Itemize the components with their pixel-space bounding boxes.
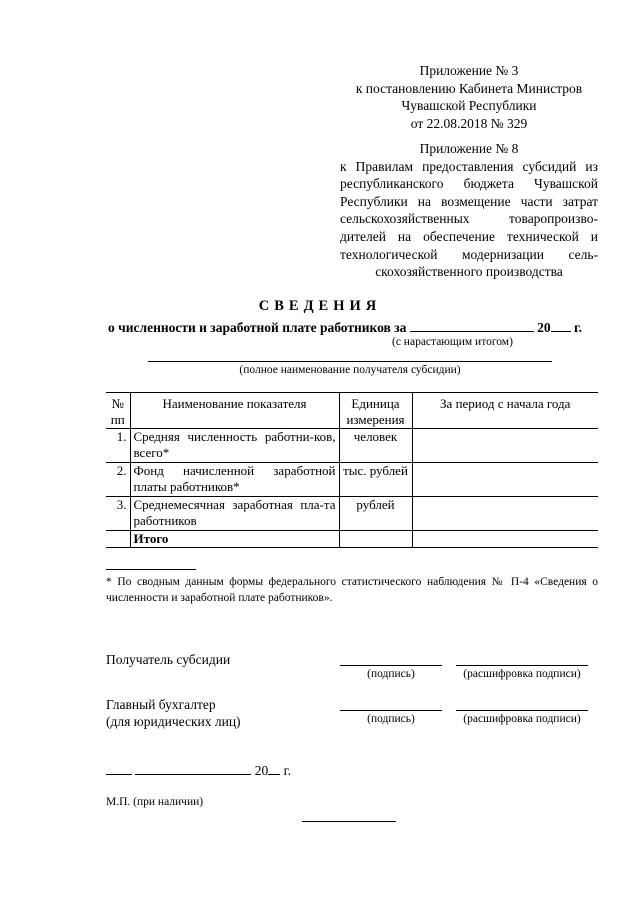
resolution-date: от 22.08.2018 № 329 <box>410 115 528 131</box>
month-field[interactable] <box>135 762 251 775</box>
date-line <box>106 762 291 779</box>
rules-line: сельскохозяйственных товаропроизво- <box>340 211 598 227</box>
recipient-decode-field[interactable] <box>456 665 588 666</box>
subtitle-text: о численности и заработной плате работников за <box>108 320 407 335</box>
recipient-signature-field[interactable] <box>340 665 442 666</box>
rules-line: республиканского бюджета Чувашской <box>340 176 598 192</box>
republic-name: Чувашской Республики <box>401 98 537 114</box>
cumulative-note: (с нарастающим итогом) <box>392 336 513 348</box>
table-row <box>106 429 598 463</box>
table-row <box>106 497 598 531</box>
signature-caption: (подпись) <box>367 668 415 680</box>
recipient-caption: (полное наименование получателя субсидии) <box>239 364 461 376</box>
row-number: 3. <box>106 497 130 531</box>
total-num-cell <box>106 531 130 548</box>
header-period: За период с начала года <box>412 393 598 429</box>
table-total-row <box>106 531 598 548</box>
rules-line: к Правилам предоставления субсидий из <box>340 158 598 174</box>
header-num: № пп <box>106 393 130 429</box>
footnote-separator <box>106 569 196 570</box>
accountant-decode-field[interactable] <box>456 710 588 711</box>
rules-appendix-number: Приложение № 8 <box>419 141 519 156</box>
header-unit: Единица измерения <box>339 393 412 429</box>
accountant-signature-field[interactable] <box>340 710 442 711</box>
row-unit: рублей <box>339 497 412 531</box>
year-field[interactable] <box>551 319 571 332</box>
row-value-cell[interactable] <box>412 497 598 531</box>
period-field[interactable] <box>410 319 534 332</box>
rules-line: технологической модернизации сель- <box>340 246 598 262</box>
closing-separator <box>302 821 396 822</box>
subtitle-year-suffix: г. <box>574 320 583 335</box>
header-name: Наименование показателя <box>130 393 339 429</box>
date-suffix: г. <box>283 763 292 778</box>
document-subtitle <box>108 319 582 336</box>
decode-caption: (расшифровка подписи) <box>463 713 581 725</box>
subtitle-year: 20 <box>537 320 551 335</box>
signature-caption: (подпись) <box>367 713 415 725</box>
accountant-note: (для юридических лиц) <box>106 714 241 729</box>
rules-header <box>340 140 598 281</box>
total-label: Итого <box>130 531 339 548</box>
stamp-note: М.П. (при наличии) <box>106 796 204 808</box>
indicators-table <box>106 392 598 548</box>
approval-header <box>340 62 598 132</box>
row-name: Среднемесячная заработная пла-та работников <box>130 497 339 531</box>
footnote: * По сводным данным формы федерального статистического наблюдения № П-4 «Сведения о численности и заработной плате работников». <box>106 576 598 604</box>
date-year: 20 <box>254 763 269 778</box>
accountant-sign-label <box>106 696 241 730</box>
row-unit: человек <box>339 429 412 463</box>
table-row <box>106 463 598 497</box>
decode-caption: (расшифровка подписи) <box>463 668 581 680</box>
recipient-sign-label: Получатель субсидии <box>106 652 231 667</box>
accountant-title: Главный бухгалтер <box>106 697 216 712</box>
row-name: Средняя численность работни-ков, всего* <box>130 429 339 463</box>
row-number: 1. <box>106 429 130 463</box>
row-value-cell[interactable] <box>412 463 598 497</box>
total-value-cell[interactable] <box>412 531 598 548</box>
rules-line: Республики на возмещение части затрат <box>340 193 598 209</box>
recipient-name-field[interactable] <box>148 361 552 362</box>
date-year-field[interactable] <box>268 762 280 775</box>
resolution-ref: к постановлению Кабинета Министров <box>355 80 583 96</box>
table-header-row <box>106 393 598 429</box>
rules-line: дителей на обеспечение технической и <box>340 228 598 244</box>
row-name: Фонд начисленной заработной платы работников* <box>130 463 339 497</box>
document-title: СВЕДЕНИЯ <box>258 298 382 314</box>
appendix-number: Приложение № 3 <box>419 63 519 78</box>
row-number: 2. <box>106 463 130 497</box>
row-value-cell[interactable] <box>412 429 598 463</box>
total-unit-cell <box>339 531 412 548</box>
rules-line: скохозяйственного производства <box>375 264 563 280</box>
row-unit: тыс. рублей <box>339 463 412 497</box>
day-field[interactable] <box>106 762 132 775</box>
